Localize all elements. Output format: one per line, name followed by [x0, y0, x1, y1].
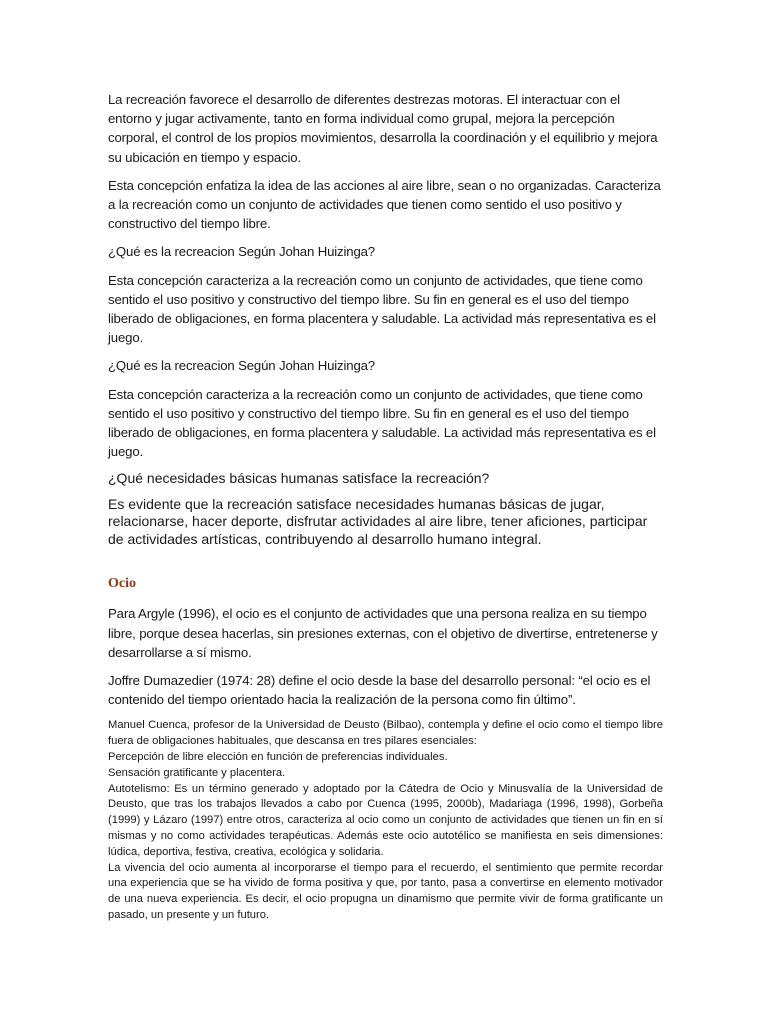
question-basic-needs: ¿Qué necesidades básicas humanas satisface la recreación?: [108, 470, 490, 487]
paragraph-ocio-experience: La vivencia del ocio aumenta al incorporarse el tiempo para el recuerdo, el sentimiento que permite recordar una experiencia que se ha vivido de forma positiva y que, por tanto, pasa a convertirse en elemento motivador de una nueva experiencia. Es decir, el ocio propugna un dinamismo que permite vivir de forma gratificante un pasado, un presente y un futuro.: [108, 861, 663, 922]
pillar-autotelism: Autotelismo: Es un término generado y adoptado por la Cátedra de Ocio y Minusvalía de la Universidad de Deusto, que tras los trabajos llevados a cabo por Cuenca (1995, 2000b), Madariaga (1996, 1998), Gorbeña (1999) y Lázaro (1997) entre otros, caracteriza al ocio como un conjunto de actividades que tienen un fin en sí mismas y no como actividades terapéuticas. Además este ocio autotélico se manifiesta en seis dimensiones: lúdica, deportiva, festiva, creativa, ecológica y solidaria.: [108, 782, 663, 858]
pillar-free-choice: Percepción de libre elección en función de preferencias individuales.: [108, 751, 448, 764]
answer-basic-needs: Es evidente que la recreación satisface necesidades humanas básicas de jugar, relacionarse, hacer deporte, disfrutar actividades al aire libre, tener aficiones, participar de actividades artísticas, contribuyendo al desarrollo humano integral.: [108, 495, 648, 547]
small-text-block: [108, 718, 663, 923]
paragraph-huizinga-answer-1: Esta concepción caracteriza a la recreación como un conjunto de actividades, que tiene como sentido el uso positivo y constructivo del tiempo libre. Su fin en general es el uso del tiempo liberado de obligaciones, en forma placentera y saludable. La actividad más representativa es el juego.: [108, 272, 656, 346]
paragraph-dumazedier: Joffre Dumazedier (1974: 28) define el ocio desde la base del desarrollo personal: “el ocio es el contenido del tiempo orientado hacia la realización de la persona como fin último”.: [108, 673, 651, 708]
section-heading-ocio: Ocio: [108, 576, 136, 592]
question-huizinga-2: ¿Qué es la recreacion Según Johan Huizinga?: [108, 358, 375, 374]
pillar-gratifying: Sensación gratificante y placentera.: [108, 766, 286, 779]
document-page: [108, 90, 663, 924]
paragraph-outdoor-concept: Esta concepción enfatiza la idea de las acciones al aire libre, sean o no organizadas. Caracteriza a la recreación como un conjunto de actividades que tienen como sentido el uso positivo y constructivo del tiempo libre.: [108, 177, 661, 232]
question-huizinga-1: ¿Qué es la recreacion Según Johan Huizinga?: [108, 244, 375, 260]
paragraph-argyle: Para Argyle (1996), el ocio es el conjunto de actividades que una persona realiza en su tiempo libre, porque desea hacerlas, sin presiones externas, con el objetivo de divertirse, entretenerse y desarrollarse a sí mismo.: [108, 606, 658, 660]
paragraph-recreation-motor-skills: La recreación favorece el desarrollo de diferentes destrezas motoras. El interactuar con el entorno y jugar activamente, tanto en forma individual como grupal, mejora la percepción corporal, el control de los propios movimientos, desarrolla la coordinación y el equilibrio y mejora su ubicación en tiempo y espacio.: [108, 92, 658, 165]
paragraph-cuenca: Manuel Cuenca, profesor de la Universidad de Deusto (Bilbao), contempla y define el ocio como el tiempo libre fuera de obligaciones habituales, que descansa en tres pilares esenciales:: [108, 719, 663, 748]
paragraph-huizinga-answer-2: Esta concepción caracteriza a la recreación como un conjunto de actividades, que tiene como sentido el uso positivo y constructivo del tiempo libre. Su fin en general es el uso del tiempo liberado de obligaciones, en forma placentera y saludable. La actividad más representativa es el juego.: [108, 386, 656, 460]
